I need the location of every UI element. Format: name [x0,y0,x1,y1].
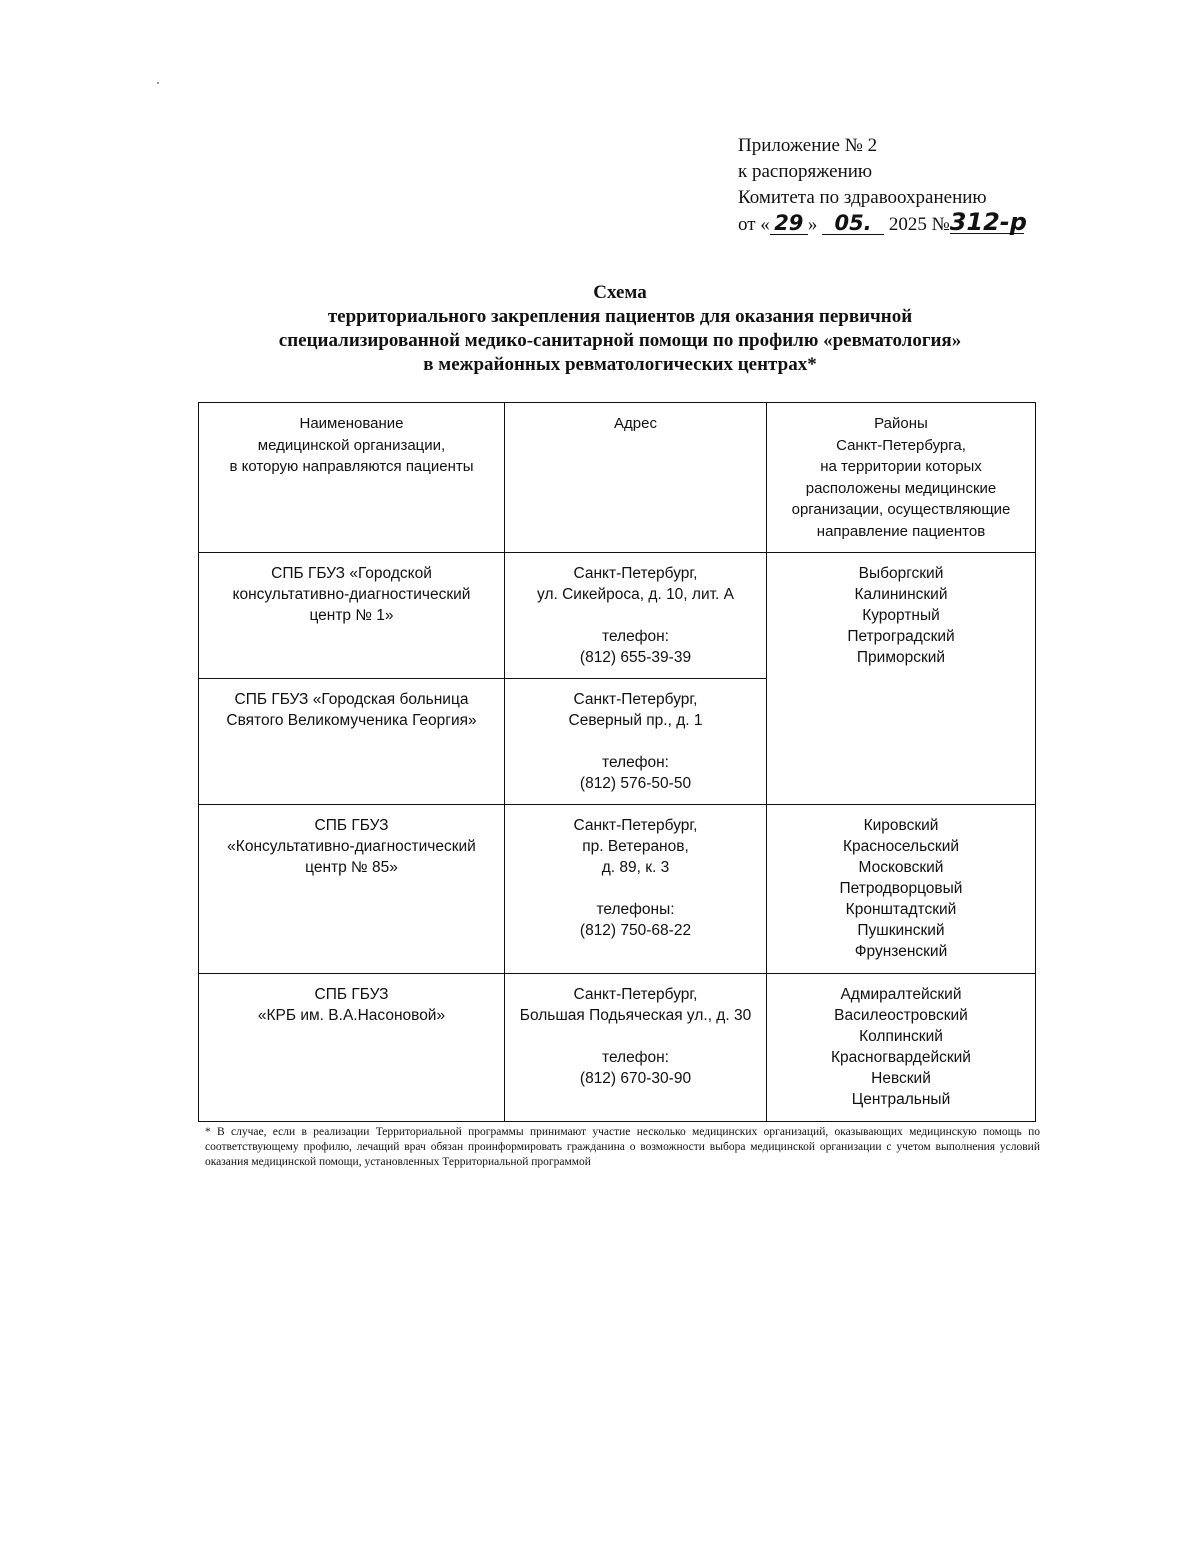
territorial-table [198,402,1036,1122]
phone-number: (812) 576-50-50 [579,775,692,792]
title-line-4: в межрайонных ревматологических центрах* [423,354,817,375]
appendix-line-2: к распоряжению [738,161,873,182]
title-line-1: Схема [593,282,647,303]
header-org: Наименование медицинской организации, в которую направляются пациенты [199,403,505,553]
appendix-line-3: Комитета по здравоохранению [738,187,987,208]
table-row [199,974,1036,1122]
address-cell: Санкт-Петербург, ул. Сикейроса, д. 10, лит. А телефон: (812) 655-39-39 [505,553,767,679]
date-prefix: от « [738,214,770,235]
org-cell: СПБ ГБУЗ «Городской консультативно-диагностический центр № 1» [199,553,505,679]
districts-cell: Кировский Красносельский Московский Петродворцовый Кронштадтский Пушкинский Фрунзенский [767,805,1036,974]
date-year: 2025 № [888,214,950,235]
title-line-2: территориального закрепления пациентов для оказания первичной [327,306,913,327]
scan-speck [157,82,159,84]
appendix-line-1: Приложение № 2 [738,135,878,156]
table-row [199,805,1036,974]
org-cell: СПБ ГБУЗ «КРБ им. В.А.Насоновой» [199,974,505,1122]
footnote: * В случае, если в реализации Территориальной программы принимают участие несколько медицинских организаций, оказывающих медицинскую помощь по соответствующему профилю, лечащий врач обязан проинформировать гражданина о возможности выбора медицинской организации с учетом выполнения условий оказания медицинской помощи, установленных Территориальной программой [205,1126,1040,1168]
address-cell: Санкт-Петербург, Северный пр., д. 1 телефон: (812) 576-50-50 [505,679,767,805]
table-row [199,553,1036,679]
districts-cell: Выборгский Калининский Курортный Петроградский Приморский [767,553,1036,805]
phone-number: (812) 670-30-90 [579,1070,692,1087]
appendix-date-line [738,208,1027,238]
handwritten-month: 05. [822,212,884,235]
document-title [200,281,1040,377]
address-cell: Санкт-Петербург, пр. Ветеранов, д. 89, к. 3 телефоны: (812) 750-68-22 [505,805,767,974]
title-line-3: специализированной медико-санитарной помощи по профилю «ревматология» [278,330,962,351]
address-cell: Санкт-Петербург, Большая Подьяческая ул., д. 30 телефон: (812) 670-30-90 [505,974,767,1122]
date-sep: » [807,214,818,235]
phone-number: (812) 655-39-39 [579,649,692,666]
header-address: Адрес [505,403,767,553]
org-cell: СПБ ГБУЗ «Городская больница Святого Великомученика Георгия» [199,679,505,805]
handwritten-day: 29 [770,212,808,235]
org-cell: СПБ ГБУЗ «Консультативно-диагностический центр № 85» [199,805,505,974]
phone-number: (812) 750-68-22 [579,922,692,939]
table-header-row [199,403,1036,553]
header-districts: Районы Санкт-Петербурга, на территории которых расположены медицинские организации, осуществляющие направление пациентов [767,403,1036,553]
handwritten-doc-number: 312-р [949,208,1027,236]
appendix-header [738,133,1027,238]
districts-cell: Адмиралтейский Василеостровский Колпинский Красногвардейский Невский Центральный [767,974,1036,1122]
